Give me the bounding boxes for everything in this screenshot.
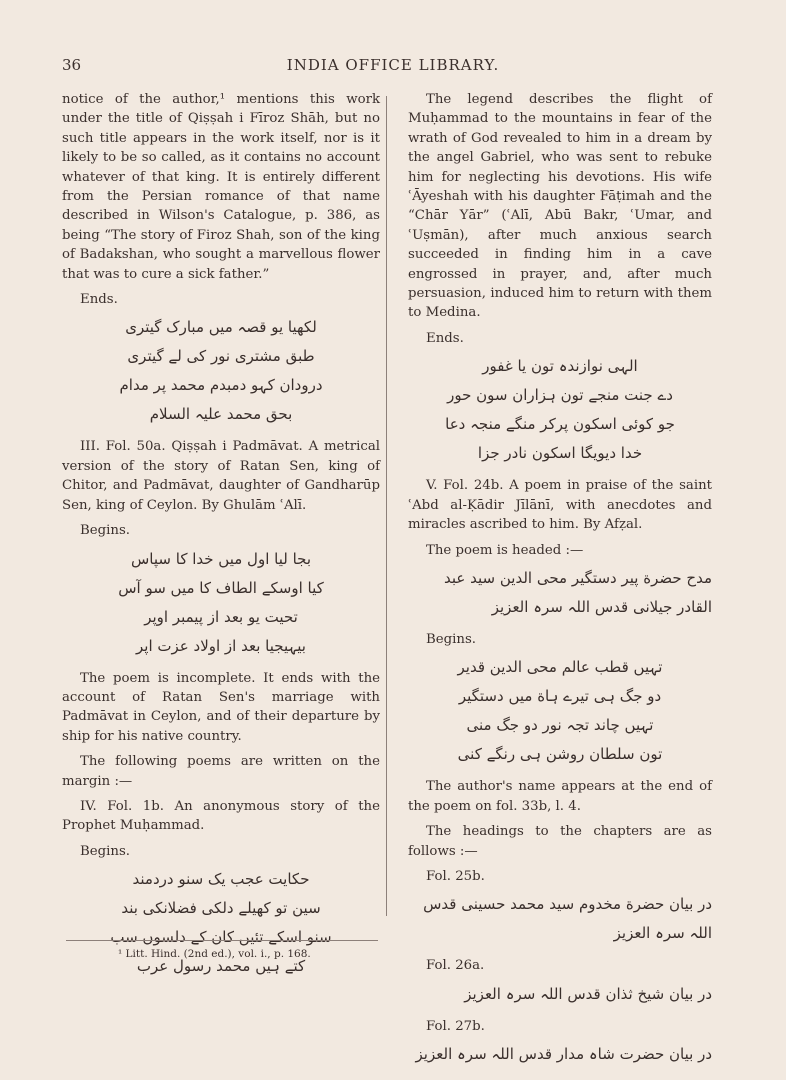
verse-line: سنو اسکے تئیں کان کے دلسوں سب [110,928,332,947]
entry-v: V. Fol. 24b. A poem in praise of the saint ʿAbd al-Ḳādir Jīlānī, with anecdotes and miracles ascribed to him. By Afẓal. [408,478,712,533]
folio-label: Fol. 27b. [426,1018,485,1034]
verse-line: تہیں چاند تجہ نور دو جگ منی [466,716,654,735]
verse-line: القادر جیلانی قدس اللہ سرہ العزیز [491,597,712,616]
footnote-rule [66,940,378,941]
headed-label: The poem is headed :— [426,542,584,558]
footnote: ¹ Litt. Hind. (2nd ed.), vol. i., p. 168. [118,948,311,960]
verse-line: دے جنت منجے تون ہزاران سون حور [447,386,673,405]
verse-line: طبق مشتری نور کی لے گیتری [127,347,315,366]
running-title: INDIA OFFICE LIBRARY. [286,56,500,74]
urdu-verse-begins-2 [62,865,380,981]
right-column [408,90,712,1077]
verse-line: الہی نوازندہ تون یا غفور [482,357,638,376]
verse-line: حکایت عجب یک سنو دردمند [132,870,310,889]
paragraph-headings: The headings to the chapters are as follows :— [408,824,712,859]
paragraph-author-name: The author's name appears at the end of the poem on fol. 33b, l. 4. [408,779,712,814]
urdu-heading [408,564,712,622]
verse-line: جو کوئی اسکون پرکر منگے منجہ دعا [445,415,675,434]
begins-label: Begins. [426,631,477,647]
verse-line: اللہ سرہ العزیز [613,924,712,943]
urdu-chapter-heading [408,1040,712,1069]
ends-label: Ends. [426,330,464,346]
verse-line: سین تو کھیلے دلکی فضلانکی بند [121,899,321,918]
ends-label: Ends. [80,292,118,308]
folio-label: Fol. 26a. [426,958,485,974]
paragraph-margin: The following poems are written on the margin :— [62,754,380,789]
urdu-verse-ends-right [408,352,712,468]
urdu-verse-begins-right [408,653,712,769]
entry-iii: III. Fol. 50a. Qiṣṣah i Padmāvat. A metrical version of the story of Ratan Sen, king of Chitor, and Padmāvat, daughter of Gandharūp Sen, king of Ceylon. By Ghulām ʿAlī. [62,439,380,513]
verse-line: تون سلطان روشن ہی رنگے کنی [457,745,663,764]
verse-line: بجا لیا اول میں خدا کا سپاس [131,549,311,568]
verse-line: تہیں قطب عالم محی الدین قدیر [457,658,663,677]
paragraph-incomplete: The poem is incomplete. It ends with the account of Ratan Sen's marriage with Padmāvat in Ceylon, and of their departure by ship for his native country. [62,670,380,744]
urdu-verse-ends [62,313,380,429]
paragraph-legend: The legend describes the flight of Muḥammad to the mountains in fear of the wrath of God revealed to him in a dream by the angel Gabriel, who was sent to rebuke him for neglecting his devotions. His wife ʿĀyeshah with his daughter Fāṭimah and the “Chār Yār” (ʿAlī, Abū Bakr, ʿUmar, and ʿUṣmān), after much anxious search succeeded in finding him in a cave engrossed in prayer, and, after much persuasion, induced him to return with them to Medina. [408,92,712,321]
begins-label: Begins. [80,523,131,539]
verse-line: در بیان حضرت شاہ مدار قدس اللہ سرہ العزیز [415,1045,712,1064]
begins-label: Begins. [80,843,131,859]
column-divider [386,96,387,916]
verse-line: درودان کہو دمبدم محمد پر مدام [119,376,323,395]
verse-line: دو جگ ہی تیرے ہاة میں دستگیر [458,687,662,706]
urdu-chapter-heading [408,890,712,948]
paragraph-notice: notice of the author,¹ mentions this work under the title of Qiṣṣah i Fīroz Shāh, but no such title appears in the work itself, nor is it likely to be so called, as it contains no account whatever of that king. It is entirely different from the Persian romance of that name described in Wilson's Catalogue, p. 386, as being “The story of Firoz Shah, son of the king of Badakshan, who sought a marvellous flower that was to cure a sick father.” [62,92,380,282]
left-column [62,90,380,989]
urdu-chapter-heading [408,980,712,1009]
verse-line: بحق محمد علیہ السلام [149,405,293,424]
verse-line: لکھیا یو قصہ میں مبارک گیتری [125,318,317,337]
verse-line: تحیت یو بعد از پیمبر اوپر [144,607,298,626]
verse-line: کتے ہیں محمد رسول عرب [136,957,306,976]
page-number: 36 [62,56,82,74]
verse-line: در بیان شیخ ثذان قدس اللہ سرہ العزیز [464,984,712,1003]
page-header [62,56,724,76]
verse-line: بیہیجیا بعد از اولاد عزت اپر [136,636,306,655]
verse-line: خدا دیویگا اسکون نادر جزا [477,444,643,463]
verse-line: کیا اوسکے الطاف کا میں سو آس [118,578,324,597]
entry-iv: IV. Fol. 1b. An anonymous story of the Prophet Muḥammad. [62,798,380,834]
folio-label: Fol. 25b. [426,868,485,884]
urdu-verse-begins [62,545,380,661]
verse-line: در بیان حضرة مخدوم سید محمد حسینی قدس [423,895,712,914]
verse-line: مدح حضرة پیر دستگیر محی الدین سید عبد [444,568,712,587]
